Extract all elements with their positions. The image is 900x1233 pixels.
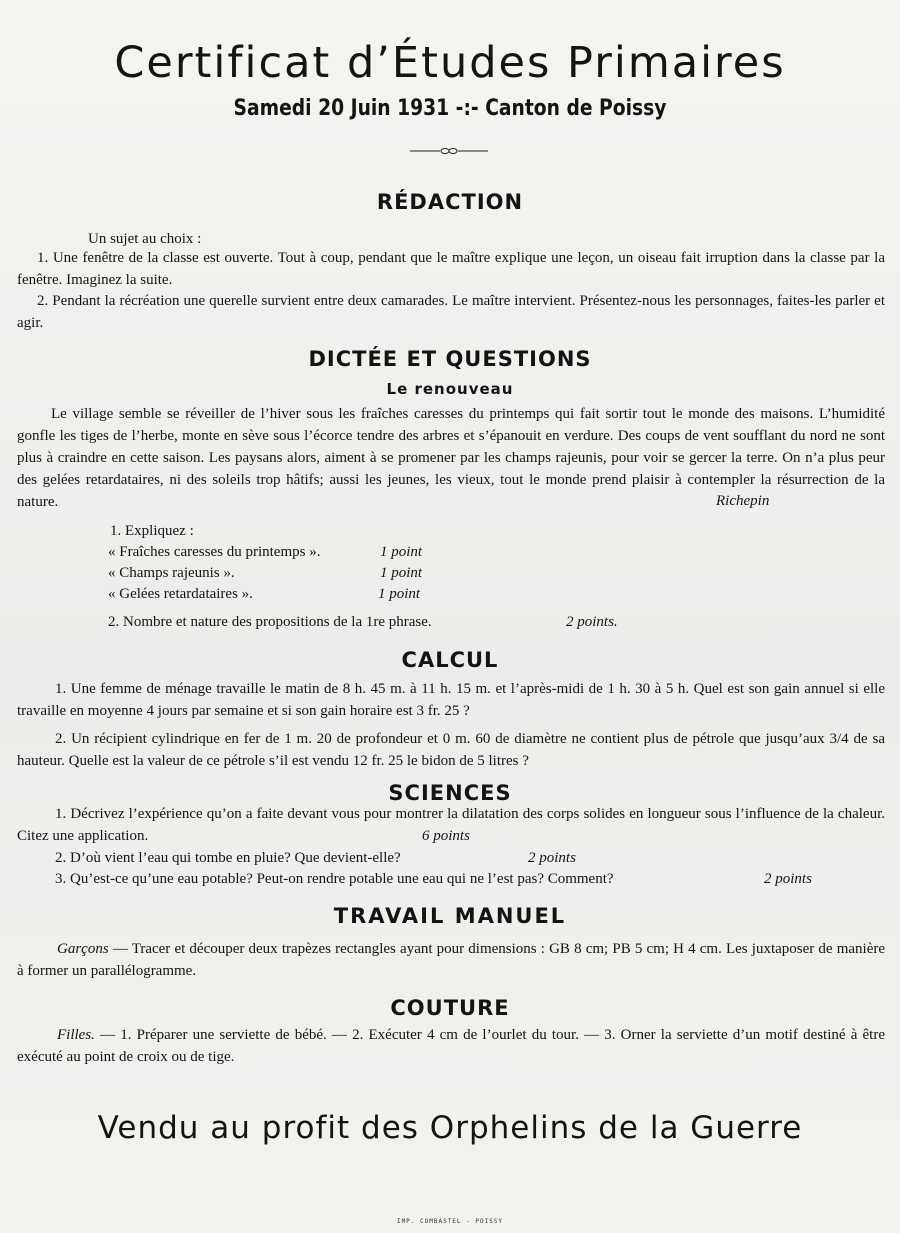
dictee-question-1b-points: 1 point <box>380 565 423 581</box>
travail-heading: TRAVAIL MANUEL <box>333 904 567 928</box>
sciences-item-3: 3. Qu’est-ce qu’une eau potable? Peut-on rendre potable une eau qui ne l’est pas? Comment? <box>55 871 614 887</box>
dictee-question-1b: « Champs rajeunis ». <box>108 565 235 581</box>
sciences-item-2-points: 2 points <box>528 850 576 866</box>
sciences-heading: SCIENCES <box>388 781 512 805</box>
redaction-item-2: 2. Pendant la récréation une querelle survient entre deux camarades. Le maître intervient. Présentez-nous les personnages, faites-les parler et agir. <box>17 293 885 331</box>
couture-label: Filles. <box>57 1027 95 1043</box>
dictee-text: Le village semble se réveiller de l’hiver sous les fraîches caresses du printemps qui fait sortir tout le monde des maisons. L’humidité gonfle les tiges de l’herbe, monte en sève sous l’écorce tendre des arbres et s’épanouit en verdure. Des coups de vent soufflant du nord ne sont plus à craindre en cette saison. Les paysans alors, aiment à se promener par les champs rajeunis, pour voir se gercer la terre. On n’a plus peur des gelées retardataires, ni des soleils trop hâtifs; aussi les jeunes, les vieux, tout le monde prend plaisir à contempler la résurrection de la nature. <box>17 406 885 510</box>
sciences-item-2: 2. D’où vient l’eau qui tombe en pluie? Que devient-elle? <box>55 850 401 866</box>
dictee-question-1: 1. Expliquez : <box>110 523 194 539</box>
dictee-author: Richepin <box>716 493 770 509</box>
dictee-question-1a: « Fraîches caresses du printemps ». <box>108 544 321 560</box>
dictee-question-2: 2. Nombre et nature des propositions de la 1re phrase. <box>108 614 432 630</box>
calcul-item-1: 1. Une femme de ménage travaille le matin de 8 h. 45 m. à 11 h. 15 m. et l’après-midi de 1 h. 30 à 5 h. Quel est son gain annuel si elle travaille en moyenne 4 jours par semaine et si son gain horaire est 3 fr. 25 ? <box>17 681 885 719</box>
dictee-subheading: Le renouveau <box>386 380 514 398</box>
redaction-item-1: 1. Une fenêtre de la classe est ouverte. Tout à coup, pendant que le maître explique une leçon, un oiseau fait irruption dans la classe par la fenêtre. Imaginez la suite. <box>17 250 885 288</box>
page-subtitle: Samedi 20 Juin 1931 -:- Canton de Poissy <box>233 96 667 121</box>
travail-text <box>17 938 885 982</box>
page-title: Certificat d’Études Primaires <box>114 38 786 88</box>
ornament-divider <box>410 147 488 155</box>
dictee-question-1c-points: 1 point <box>378 586 421 602</box>
printer-mark: IMP. COMBASTEL - POISSY <box>396 1218 504 1225</box>
sciences-item-1-points: 6 points <box>422 828 470 844</box>
dictee-heading: DICTÉE ET QUESTIONS <box>308 347 592 371</box>
redaction-heading: RÉDACTION <box>376 190 524 214</box>
travail-label: Garçons <box>57 941 109 957</box>
dictee-question-1c: « Gelées retardataires ». <box>108 586 253 602</box>
couture-text <box>17 1024 885 1068</box>
redaction-intro: Un sujet au choix : <box>88 231 202 247</box>
sciences-item-1: 1. Décrivez l’expérience qu’on a faite devant vous pour montrer la dilatation des corps solides en longueur sous l’influence de la chaleur. Citez une application. <box>17 806 885 844</box>
calcul-item-2: 2. Un récipient cylindrique en fer de 1 m. 20 de profondeur et 0 m. 60 de diamètre ne contient plus de pétrole que jusqu’aux 3/4 de sa hauteur. Quelle est la valeur de ce pétrole s’il est vendu 12 fr. 25 le bidon de 5 litres ? <box>17 731 885 769</box>
footer-banner: Vendu au profit des Orphelins de la Guerre <box>97 1110 803 1146</box>
couture-instructions: — 1. Préparer une serviette de bébé. — 2. Exécuter 4 cm de l’ourlet du tour. — 3. Orner la serviette d’un motif destiné à être exécuté au point de croix ou de tige. <box>17 1027 886 1065</box>
dictee-question-1a-points: 1 point <box>380 544 423 560</box>
calcul-heading: CALCUL <box>401 648 499 672</box>
couture-heading: COUTURE <box>390 996 510 1020</box>
dictee-question-2-points: 2 points. <box>566 614 618 630</box>
sciences-item-3-points: 2 points <box>764 871 812 887</box>
travail-instructions: — Tracer et découper deux trapèzes rectangles ayant pour dimensions : GB 8 cm; PB 5 cm; H 4 cm. Les juxtaposer de manière à former un parallélogramme. <box>17 941 886 979</box>
